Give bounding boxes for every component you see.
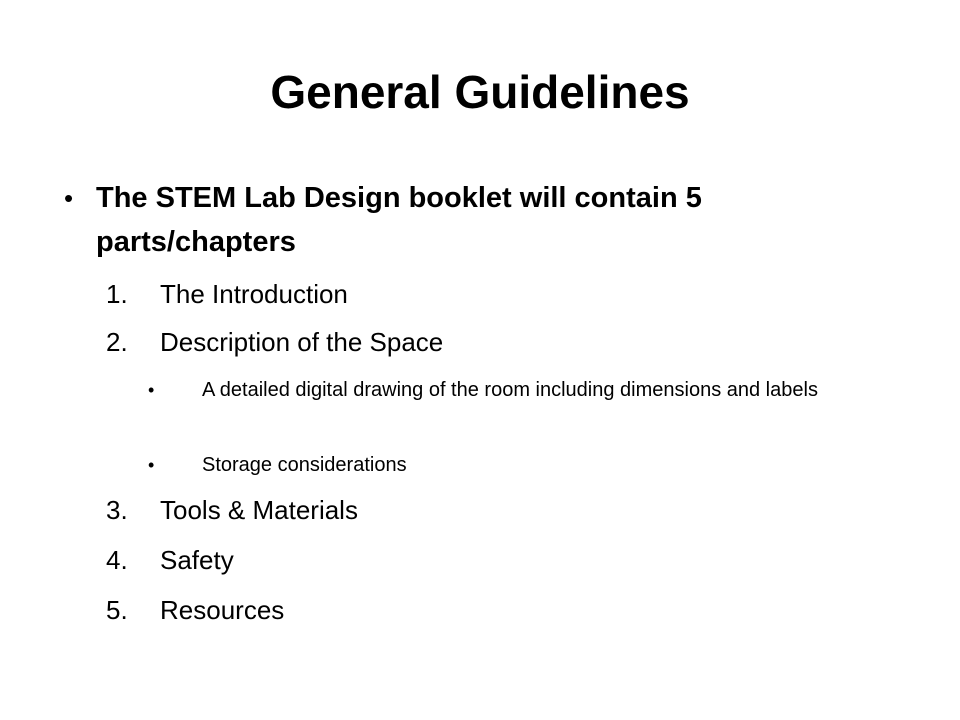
sub-bullet-symbol: •	[148, 455, 155, 475]
list-item-label: Safety	[160, 545, 234, 575]
list-item-number: 5.	[106, 595, 128, 625]
sub-list-item-text: A detailed digital drawing of the room including dimensions and labels	[202, 379, 818, 401]
bullet-symbol: •	[64, 183, 74, 213]
list-item-label: The Introduction	[160, 279, 348, 309]
main-bullet	[64, 176, 876, 264]
sub-bullet-symbol: •	[148, 380, 155, 400]
list-item-label: Description of the Space	[160, 327, 444, 357]
list-item-label: Tools & Materials	[160, 495, 358, 525]
main-bullet-text: The STEM Lab Design booklet will contain 5 parts/chapters	[96, 182, 702, 258]
list-item	[0, 490, 900, 530]
list-item	[0, 590, 900, 630]
list-item-number: 1.	[106, 279, 128, 309]
list-item	[0, 322, 900, 362]
list-item	[0, 540, 900, 580]
list-item	[0, 274, 900, 314]
sub-list-item-text: Storage considerations	[202, 454, 407, 476]
slide-title: General Guidelines	[270, 66, 690, 118]
list-item-number: 2.	[106, 327, 128, 357]
list-item-label: Resources	[160, 595, 285, 625]
list-item-number: 4.	[106, 545, 128, 575]
list-item-number: 3.	[106, 495, 128, 525]
